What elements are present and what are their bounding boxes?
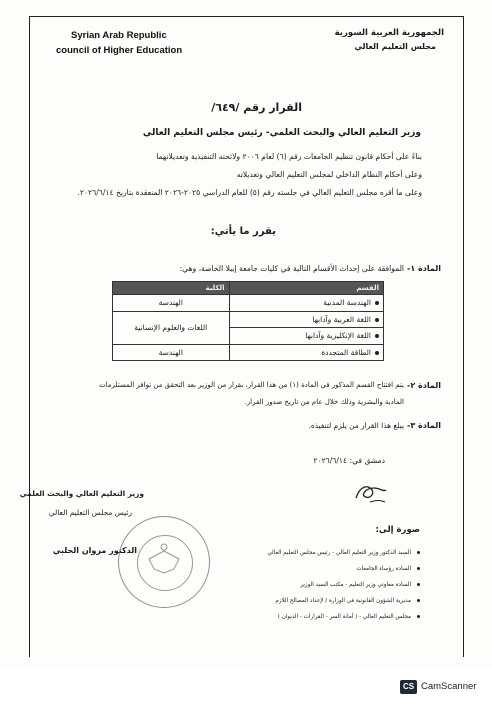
issue-date: دمشق في: ٢٠٢٦/٦/١٤: [313, 456, 385, 465]
bullet-icon: [375, 334, 379, 338]
header-en-country: Syrian Arab Republic: [71, 30, 167, 41]
signatory-name: الدكتور مروان الحلبي: [52, 546, 137, 555]
department-cell: اللغة العربية وآدابها: [229, 311, 383, 328]
article-1-label: المادة ١-: [407, 264, 441, 273]
header-en-council: council of Higher Education: [56, 45, 183, 56]
copies-heading: صورة إلى:: [375, 525, 420, 535]
table-header-faculty: الكلية: [113, 282, 230, 295]
department-cell: اللغة الإنكليزية وآدابها: [229, 328, 383, 345]
signatory-title-2: رئيس مجلس التعليم العالي: [48, 508, 132, 517]
bullet-icon: [417, 551, 420, 554]
bullet-icon: [417, 599, 420, 602]
decides-heading: يقرر ما يأتي:: [210, 226, 276, 237]
list-item: السادة رؤساء الجامعات: [356, 566, 420, 572]
scanner-footer: [0, 668, 492, 705]
preamble-line-1: بناءً على أحكام قانون تنظيم الجامعات رقم (٦) لعام ٢٠٠٦ ولائحته التنفيذية وتعديلاتهما: [156, 152, 422, 161]
faculty-cell: الهندسة: [113, 344, 230, 361]
article-2-line-1: يتم افتتاح القسم المذكور في المادة (١) من هذا القرار، بقرار من الوزير بعد التحقق من توافر المستلزمات: [99, 381, 404, 389]
list-item: مجلس التعليم العالي - ( أمانة السر - القرارات - الديوان ): [278, 614, 420, 620]
faculty-cell: الهندسة: [113, 295, 230, 312]
article-2-label: المادة ٢-: [407, 381, 441, 390]
bullet-icon: [375, 301, 379, 305]
article-1-text: الموافقة على إحداث الأقسام التالية في كليات جامعة إيبلا الخاصة، وهي:: [179, 264, 404, 273]
table-header-row: [113, 282, 384, 295]
decision-title: القرار رقم /٦٤٩/: [211, 101, 302, 114]
table-row: [113, 311, 384, 328]
official-seal-stamp: [118, 516, 210, 608]
bullet-icon: [375, 351, 379, 355]
preamble-line-3: وعلى ما أقره مجلس التعليم العالي في جلسته رقم (٥) للعام الدراسي ٢٠٢٥-٢٠٢٦ المنعقدة بتاريخ ٢٠٢٦/٦/١٤.: [77, 188, 422, 197]
table-header-department: القسم: [229, 282, 383, 295]
eagle-emblem-icon: [119, 517, 209, 607]
camscanner-logo-icon: CS: [400, 680, 417, 694]
preamble-line-2: وعلى أحكام النظام الداخلي لمجلس التعليم العالي وتعديلاته: [236, 170, 422, 179]
article-3-text: يبلغ هذا القرار من يلزم لتنفيذه.: [308, 421, 404, 430]
header-ar-country: الجمهورية العربية السورية: [334, 28, 444, 38]
department-cell: الطاقة المتجددة: [229, 344, 383, 361]
table-row: [113, 295, 384, 312]
list-item: السيد الدكتور وزير التعليم العالي - رئيس مجلس التعليم العالي: [267, 550, 420, 556]
article-3-label: المادة ٣-: [407, 421, 441, 430]
bullet-icon: [417, 583, 420, 586]
article-2-line-2: المادية والبشرية وذلك خلال عام من تاريخ صدور القرار.: [244, 398, 404, 406]
list-item: مديرية الشؤون القانونية في الوزارة / لإعداد المصالح اللازم: [275, 598, 420, 604]
bullet-icon: [375, 318, 379, 322]
signatory-title-1: وزير التعليم العالي والبحث العلمي: [19, 489, 144, 498]
table-row: [113, 344, 384, 361]
camscanner-watermark: CamScanner: [421, 681, 477, 692]
bullet-icon: [417, 567, 420, 570]
department-cell: الهندسة المدنية: [229, 295, 383, 312]
list-item: السادة معاوني وزير التعليم - مكتب السيد الوزير: [300, 582, 420, 588]
faculty-cell: اللغات والعلوم الإنسانية: [113, 311, 230, 344]
departments-table: [112, 281, 384, 361]
handwritten-signature: [350, 478, 390, 506]
header-ar-council: مجلس التعليم العالي: [354, 42, 436, 51]
decision-issuer: وزير التعليم العالي والبحث العلمي- رئيس مجلس التعليم العالي: [142, 128, 421, 138]
bullet-icon: [417, 615, 420, 618]
